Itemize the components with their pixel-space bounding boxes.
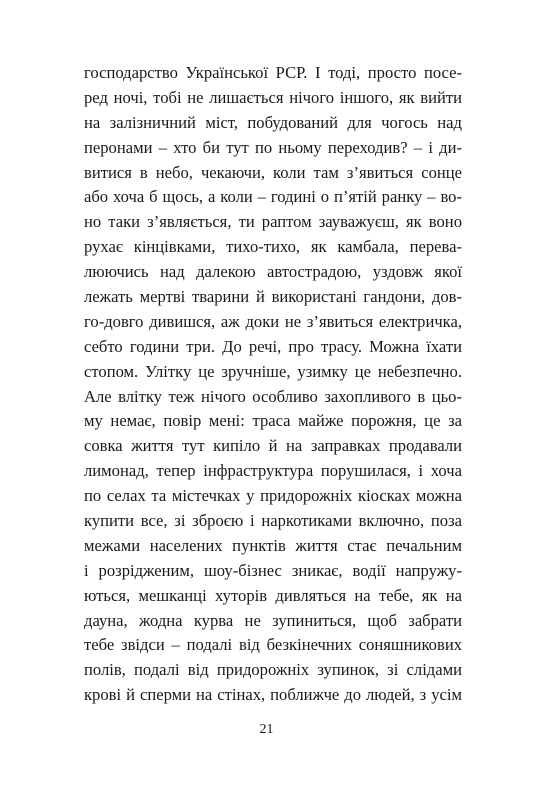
text-line: по селах та містечках у придорожніх кіосках можна <box>84 486 462 506</box>
text-line: перонами – хто би тут по ньому переходив? – і ди- <box>84 137 462 157</box>
text-line: купити все, зі зброєю і наркотиками включно, поза <box>84 511 462 531</box>
text-line: лежать мертві тварини й використані гандони, дов- <box>84 287 462 307</box>
text-line: на залізничний міст, побудований для чогось над <box>84 112 462 132</box>
text-line: рухає кінцівками, тихо-тихо, як камбала, перева- <box>84 237 462 257</box>
text-line: стопом. Улітку це зручніше, узимку це небезпечно. <box>84 361 462 381</box>
text-line: дауна, жодна курва не зупиниться, щоб забрати <box>84 610 462 630</box>
text-line: і розрідженим, шоу-бізнес зникає, водії напружу- <box>84 560 462 580</box>
page-number: 21 <box>259 722 274 737</box>
text-line: господарство Української РСР. І тоді, просто посе- <box>84 63 462 82</box>
text-line: тебе звідси – подалі від безкінечних соняшникових <box>84 635 462 655</box>
text-line: му немає, повір мені: траса майже порожня, це за <box>84 411 462 431</box>
text-line: ються, мешканці хуторів дивляться на тебе, як на <box>84 585 462 605</box>
text-line: себто години три. До речі, про трасу. Можна їхати <box>84 336 462 356</box>
text-line: лимонад, тепер інфраструктура порушилася, і хоча <box>84 461 462 481</box>
text-line: но таки з’являється, ти раптом зауважуєш, як воно <box>84 212 462 232</box>
text-line: крові й сперми на стінах, поближче до людей, з усім <box>84 685 462 705</box>
text-line: або хоча б щось, а коли – годині о п’ятій ранку – во- <box>84 187 462 207</box>
body-text <box>84 61 462 708</box>
text-line: Але влітку теж нічого особливо захопливого в цьо- <box>84 386 462 406</box>
text-line: межами населених пунктів життя стає печальним <box>84 535 462 555</box>
text-line: полів, подалі від придорожніх зупинок, зі слідами <box>84 660 462 680</box>
text-line: го-довго дивишся, аж доки не з’явиться електричка, <box>84 311 462 331</box>
text-line: совка життя тут кипіло й на заправках продавали <box>84 436 462 456</box>
text-line: витися в небо, чекаючи, коли там з’явиться сонце <box>84 162 462 182</box>
text-line: люючись над далекою автострадою, уздовж якої <box>84 262 462 282</box>
text-line: ред ночі, тобі не лишається нічого іншого, як вийти <box>84 87 462 107</box>
